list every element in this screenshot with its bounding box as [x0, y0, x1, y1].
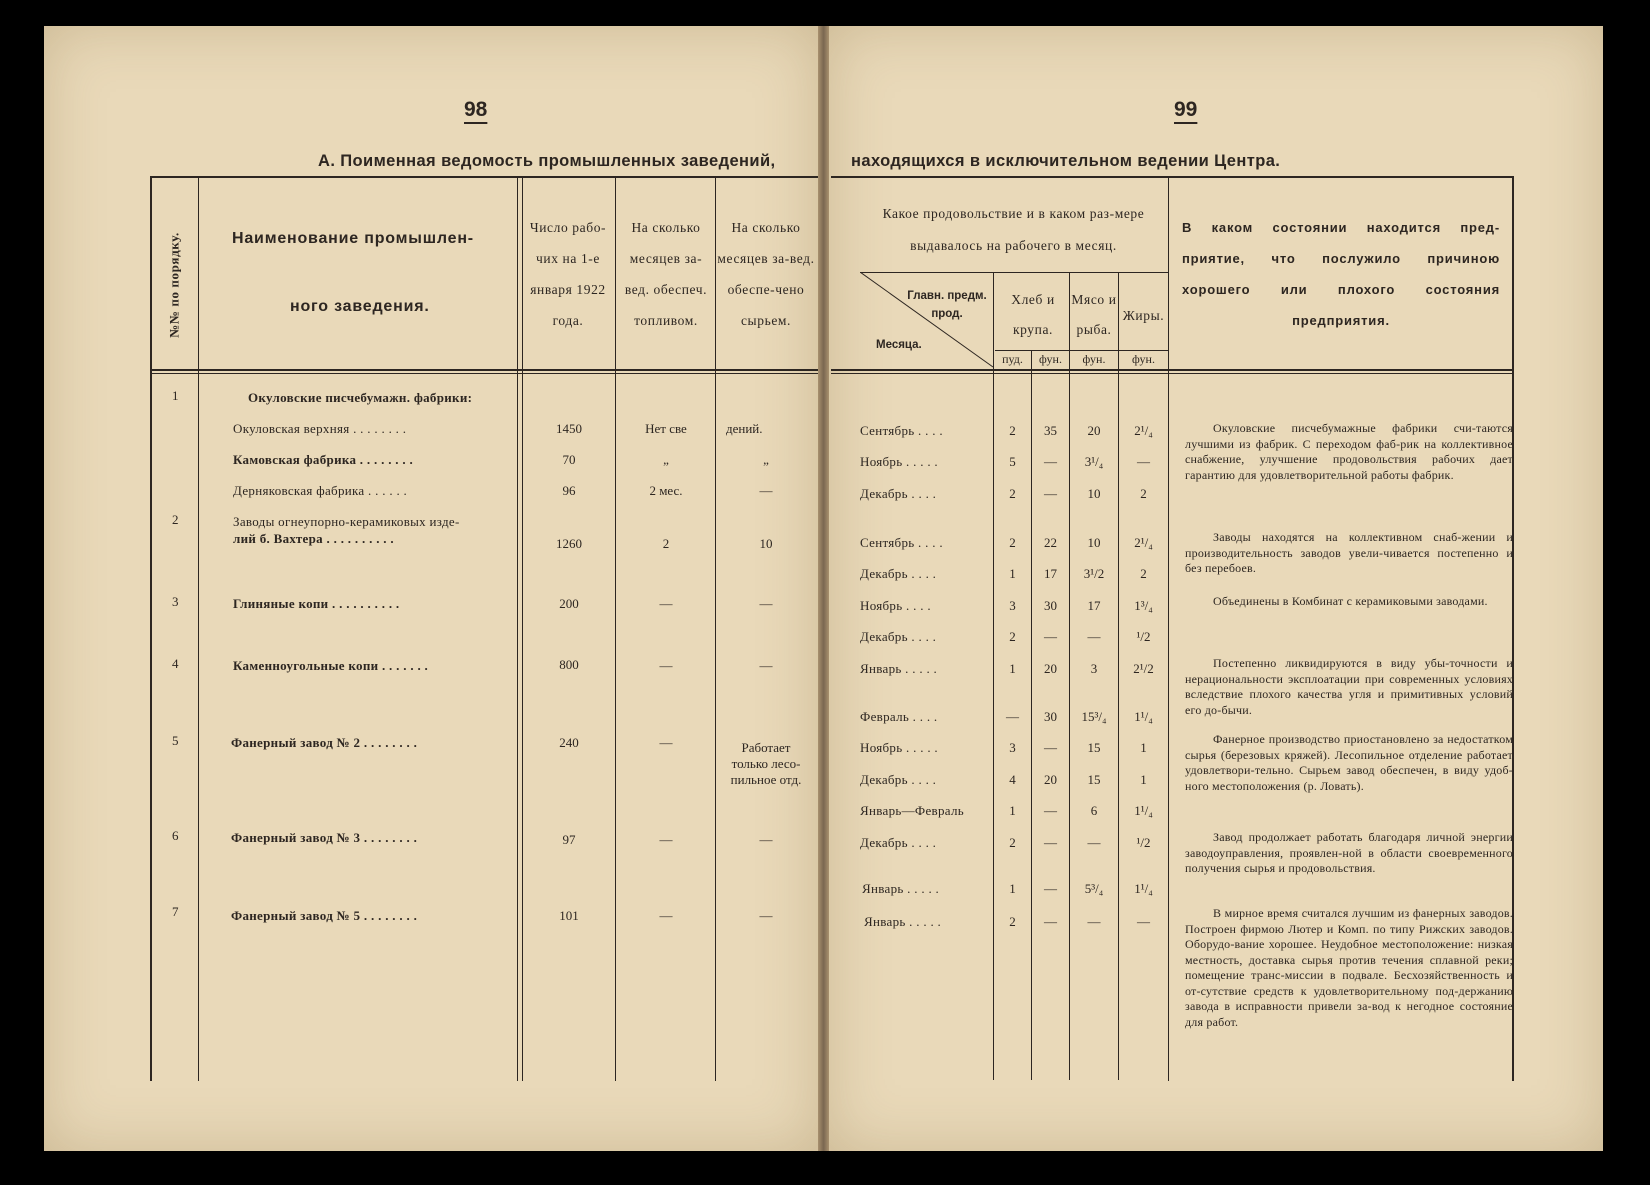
row-month: Декабрь . . . .	[860, 835, 937, 850]
row-meat: 3¹/₄	[1084, 454, 1104, 469]
state-note: Заводы находятся на коллективном снаб-жении и производительность заводов увели-чивается постепенно и без перебоев.	[1185, 530, 1513, 575]
row-pud: 3	[1009, 598, 1016, 613]
row-fat: 2¹/2	[1133, 661, 1154, 676]
state-note: Фанерное производство приостановлено за недостатком сырья (березовых кряжей). Лесопильное отделение работает удовлетвори-тельно. Сырьем завод обеспечен, в виду удоб-ного местоположения (р. Ловать).	[1185, 732, 1513, 793]
row-name: Окуловская верхняя . . . . . . . .	[233, 421, 407, 436]
header-diag-bottom: Месяца.	[876, 339, 922, 351]
col-divider-num	[198, 176, 199, 1081]
row-month: Сентябрь . . . .	[860, 535, 943, 550]
row-fuel: 2	[662, 536, 670, 551]
row-pud: 3	[1009, 740, 1016, 755]
header-name-line1: Наименование промышлен-	[232, 230, 474, 247]
row-month: Январь . . . . .	[860, 661, 938, 676]
row-fat: 2	[1140, 566, 1147, 581]
row-fun: 20	[1044, 772, 1057, 787]
row-pud: 1	[1009, 661, 1016, 676]
header-provision: Какое продовольствие и в каком раз-мере выдавалось на рабочего в месяц.	[882, 206, 1145, 253]
row-fun: 30	[1044, 709, 1057, 724]
row-meat: 6	[1090, 803, 1098, 818]
row-month: Декабрь . . . .	[860, 566, 937, 581]
header-fat: Жиры.	[1122, 308, 1165, 323]
header-unit-fun: фун.	[1039, 352, 1062, 366]
row-raw: только лесо-	[731, 756, 801, 771]
row-meat: 10	[1087, 535, 1101, 550]
header-state: В каком состоянии находится пред-приятие, что послужило причиною хорошего или плохого состояния предприятия.	[1182, 220, 1500, 328]
row-name: Фанерный завод № 3 . . . . . . . .	[231, 830, 418, 845]
col-divider-workers	[615, 176, 616, 1081]
row-fun: —	[1044, 454, 1057, 469]
col-divider-fuel	[715, 176, 716, 1081]
row-fat: —	[1137, 454, 1150, 469]
row-fun: —	[1044, 835, 1057, 850]
state-note: Завод продолжает работать благодаря личной энергии заводоуправления, проявлен-ной в области своевременного получения сырья и продовольствия.	[1185, 830, 1513, 875]
row-month: Ноябрь . . . .	[860, 598, 931, 613]
row-pud: 2	[1009, 835, 1016, 850]
row-pud: 2	[1009, 423, 1016, 438]
row-raw: —	[759, 658, 773, 673]
row-num: 4	[172, 656, 179, 671]
row-fun: —	[1044, 486, 1057, 501]
row-month: Сентябрь . . . .	[860, 423, 943, 438]
row-fuel: —	[659, 735, 673, 750]
row-meat: —	[1087, 835, 1101, 850]
row-fat: 1	[1140, 772, 1147, 787]
row-fuel: —	[659, 658, 673, 673]
row-workers: 240	[559, 735, 579, 750]
state-note: Объединены в Комбинат с керамиковыми заводами.	[1213, 594, 1488, 608]
row-pud: 1	[1009, 881, 1016, 896]
row-workers: 200	[559, 596, 579, 611]
left-header-rule-2	[150, 373, 818, 374]
row-fuel: Нет све	[645, 421, 687, 436]
row-pud: 5	[1009, 454, 1016, 469]
row-raw: —	[759, 483, 773, 498]
row-fat: 2¹/₄	[1134, 535, 1153, 550]
row-raw: „	[763, 452, 769, 467]
row-name: Заводы огнеупорно-керамиковых изде-	[233, 514, 460, 529]
col-divider-name	[517, 176, 518, 1081]
row-num: 7	[172, 904, 179, 919]
state-note: Окуловские писчебумажные фабрики счи-таются лучшими из фабрик. С переходом фаб-рик на коллективное снабжение, улучшение продовольствия рабочих дает гарантию для удовлетворительной работы фабрик.	[1185, 421, 1513, 482]
row-fat: 1³/₄	[1134, 598, 1153, 613]
row-num: 3	[172, 594, 179, 609]
row-month: Декабрь . . . .	[860, 772, 937, 787]
row-meat: —	[1087, 629, 1101, 644]
row-name: лий б. Вахтера . . . . . . . . . .	[233, 531, 394, 546]
row-pud: 2	[1009, 629, 1016, 644]
state-note: В мирное время считался лучшим из фанерных заводов. Построен фирмою Лютер и Комп. по типу Рижских заводов. Оборудо-вание хорошее. Неудобное местоположение: низкая местность, доставка сырья против течения сплавной реки; помещение транс-миссии в подвале. Бесхозяйственность и от-сутствие средств к удовлетворительному под-держанию завода в исправности привели за-вод к негодное состояние для работ.	[1185, 906, 1513, 1029]
row-name: Камовская фабрика . . . . . . . .	[233, 452, 414, 467]
row-fuel: —	[659, 832, 673, 847]
row-meat: 3¹/2	[1083, 566, 1105, 581]
row-fun: 17	[1044, 566, 1057, 581]
row-raw: Работает	[741, 740, 791, 755]
row-meat: 10	[1087, 486, 1101, 501]
row-workers: 800	[559, 657, 579, 672]
row-month: Январь—Февраль	[860, 803, 964, 818]
right-header-rule-2	[831, 373, 1514, 374]
row-workers: 96	[562, 483, 576, 498]
row-meat: 15³/₄	[1081, 709, 1107, 724]
row-meat: 15	[1087, 740, 1101, 755]
row-meat: 17	[1087, 598, 1101, 613]
row-fat: ¹/2	[1136, 629, 1151, 644]
row-pud: 2	[1009, 914, 1016, 929]
row-month: Ноябрь . . . . .	[860, 454, 938, 469]
col-divider-fat	[1168, 176, 1169, 1081]
row-fat: 1¹/₄	[1134, 803, 1153, 818]
right-page-number: 99	[1174, 98, 1198, 121]
header-workers: Число рабо-чих на 1-е января 1922 года.	[529, 220, 607, 328]
row-fun: —	[1044, 914, 1057, 929]
row-fun: —	[1044, 740, 1057, 755]
header-unit-pud: пуд.	[1002, 352, 1023, 366]
row-fat: 1	[1140, 740, 1147, 755]
row-fuel: 2 мес.	[649, 483, 683, 498]
row-name: Дерняковская фабрика . . . . . .	[233, 483, 408, 498]
row-name: Окуловские писчебумажн. фабрики:	[248, 390, 473, 405]
row-month: Январь . . . . .	[864, 914, 942, 929]
row-fuel: „	[663, 452, 669, 467]
row-month: Декабрь . . . .	[860, 629, 937, 644]
row-pud: 4	[1009, 772, 1016, 787]
row-fuel: —	[659, 908, 673, 923]
row-fat: 1¹/₄	[1134, 709, 1153, 724]
row-name: Фанерный завод № 2 . . . . . . . .	[231, 735, 418, 750]
row-month: Январь . . . . .	[862, 881, 940, 896]
row-month: Ноябрь . . . . .	[860, 740, 938, 755]
row-fuel: —	[659, 596, 673, 611]
row-pud: 1	[1009, 803, 1016, 818]
header-unit-fun: фун.	[1082, 352, 1106, 366]
row-month: Декабрь . . . .	[860, 486, 937, 501]
right-header-rule	[831, 369, 1514, 371]
header-num: №№ по порядку.	[166, 232, 182, 338]
row-fun: —	[1044, 881, 1057, 896]
row-month: Февраль . . . .	[860, 709, 938, 724]
row-workers: 101	[559, 908, 579, 923]
right-table-top-rule	[831, 176, 1514, 178]
row-pud: —	[1006, 709, 1019, 724]
header-meat: Мясо и рыба.	[1071, 292, 1117, 337]
row-fun: 22	[1044, 535, 1057, 550]
row-fun: 20	[1044, 661, 1057, 676]
header-num-cell	[150, 205, 198, 365]
row-fun: —	[1044, 629, 1057, 644]
header-raw: На сколько месяцев за-вед. обеспе-чено сырьем.	[717, 220, 815, 328]
row-meat: 15	[1087, 772, 1101, 787]
row-fat: ¹/2	[1136, 835, 1151, 850]
row-raw: —	[759, 908, 773, 923]
row-pud: 1	[1009, 566, 1016, 581]
row-name: Каменноугольные копи . . . . . . .	[233, 658, 429, 673]
row-workers: 70	[562, 452, 576, 467]
row-name: Глиняные копи . . . . . . . . . .	[233, 596, 400, 611]
row-fun: 30	[1044, 598, 1057, 613]
row-meat: 3	[1090, 661, 1098, 676]
row-raw: —	[759, 832, 773, 847]
row-fat: 1¹/₄	[1134, 881, 1153, 896]
row-pud: 2	[1009, 486, 1016, 501]
row-meat: 20	[1087, 423, 1101, 438]
row-pud: 2	[1009, 535, 1016, 550]
row-num: 5	[172, 733, 179, 748]
left-title: А. Поименная ведомость промышленных заведений,	[318, 152, 776, 170]
right-title: находящихся в исключительном ведении Центра.	[851, 152, 1281, 170]
row-raw: дений.	[726, 421, 763, 436]
header-fuel: На сколько месяцев за-вед. обеспеч. топливом.	[624, 220, 708, 328]
row-raw: 10	[759, 536, 773, 551]
row-fat: 2	[1140, 486, 1147, 501]
row-name: Фанерный завод № 5 . . . . . . . .	[231, 908, 418, 923]
row-workers: 1450	[556, 421, 582, 436]
row-fat: —	[1137, 914, 1150, 929]
row-meat: 5³/₄	[1084, 881, 1104, 896]
row-fun: 35	[1044, 423, 1057, 438]
row-workers: 1260	[556, 536, 582, 551]
row-num: 1	[172, 388, 179, 403]
units-rule	[995, 350, 1168, 351]
left-page-number: 98	[464, 98, 488, 121]
row-num: 2	[172, 512, 179, 527]
row-fat: 2¹/₄	[1134, 423, 1153, 438]
left-table-top-rule	[150, 176, 818, 178]
left-header-rule	[150, 369, 818, 371]
row-meat: —	[1087, 914, 1101, 929]
header-bread: Хлеб и крупа.	[1011, 292, 1055, 337]
header-unit-fun: фун.	[1132, 352, 1155, 366]
header-name-line2: ного заведения.	[290, 298, 430, 315]
row-fun: —	[1044, 803, 1057, 818]
header-diag-top: Главн. предм. прод.	[907, 290, 987, 320]
left-page	[44, 26, 818, 1151]
row-workers: 97	[562, 832, 576, 847]
row-num: 6	[172, 828, 179, 843]
row-raw: —	[759, 596, 773, 611]
state-note: Постепенно ликвидируются в виду убы-точности и нерациональности эксплоатации при современных условиях вследствие плохого качества угля и примитивных условий его до-бычи.	[1185, 656, 1513, 717]
row-raw: пильное отд.	[730, 772, 802, 787]
